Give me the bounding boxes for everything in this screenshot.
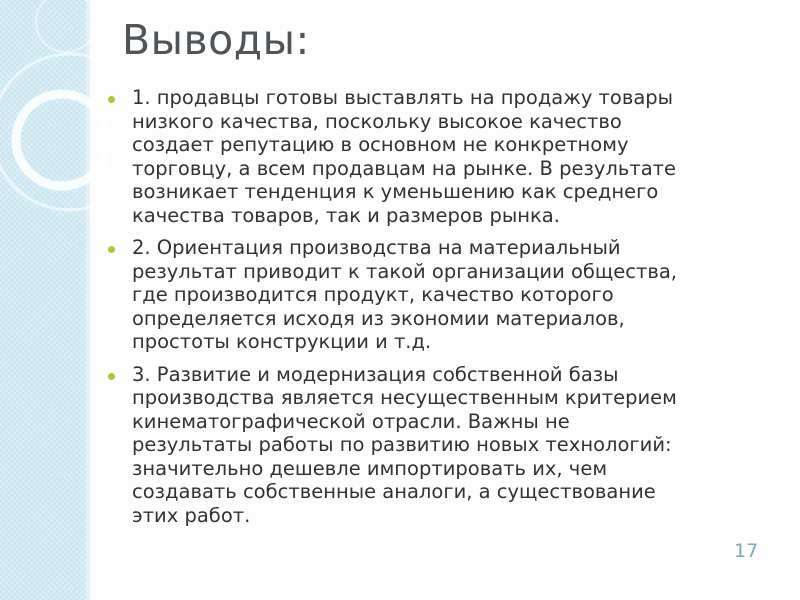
- bullet-item: [108, 86, 758, 227]
- bullet-text: 2. Ориентация производства на материальный результат приводит к такой организации общества, где производится продукт, качество которого определяется исходя из экономии материалов, простоты конструкции и т.д.: [132, 236, 678, 353]
- bullet-item: [108, 236, 758, 354]
- slide-title: Выводы:: [122, 16, 310, 64]
- bullet-dot-icon: [108, 246, 115, 253]
- page-number: 17: [734, 540, 759, 562]
- ring-large: [16, 94, 108, 186]
- ring-small: [36, 0, 96, 52]
- bullet-item: [108, 363, 758, 528]
- bullet-dot-icon: [108, 373, 115, 380]
- bullet-text: 1. продавцы готовы выставлять на продажу товары низкого качества, поскольку высокое качество создает репутацию в основном не конкретному торговцу, а всем продавцам на рынке. В результате возникает тенденция к уменьшению как среднего качества товаров, так и размеров рынка.: [132, 86, 677, 227]
- bullet-list: [108, 86, 758, 536]
- bullet-dot-icon: [108, 96, 115, 103]
- bullet-text: 3. Развитие и модернизация собственной базы производства является несущественным критерием кинематографической отрасли. Важны не результаты работы по развитию новых технологий: значительно дешевле импортировать их, чем создавать собственные аналоги, а существование этих работ.: [132, 362, 677, 527]
